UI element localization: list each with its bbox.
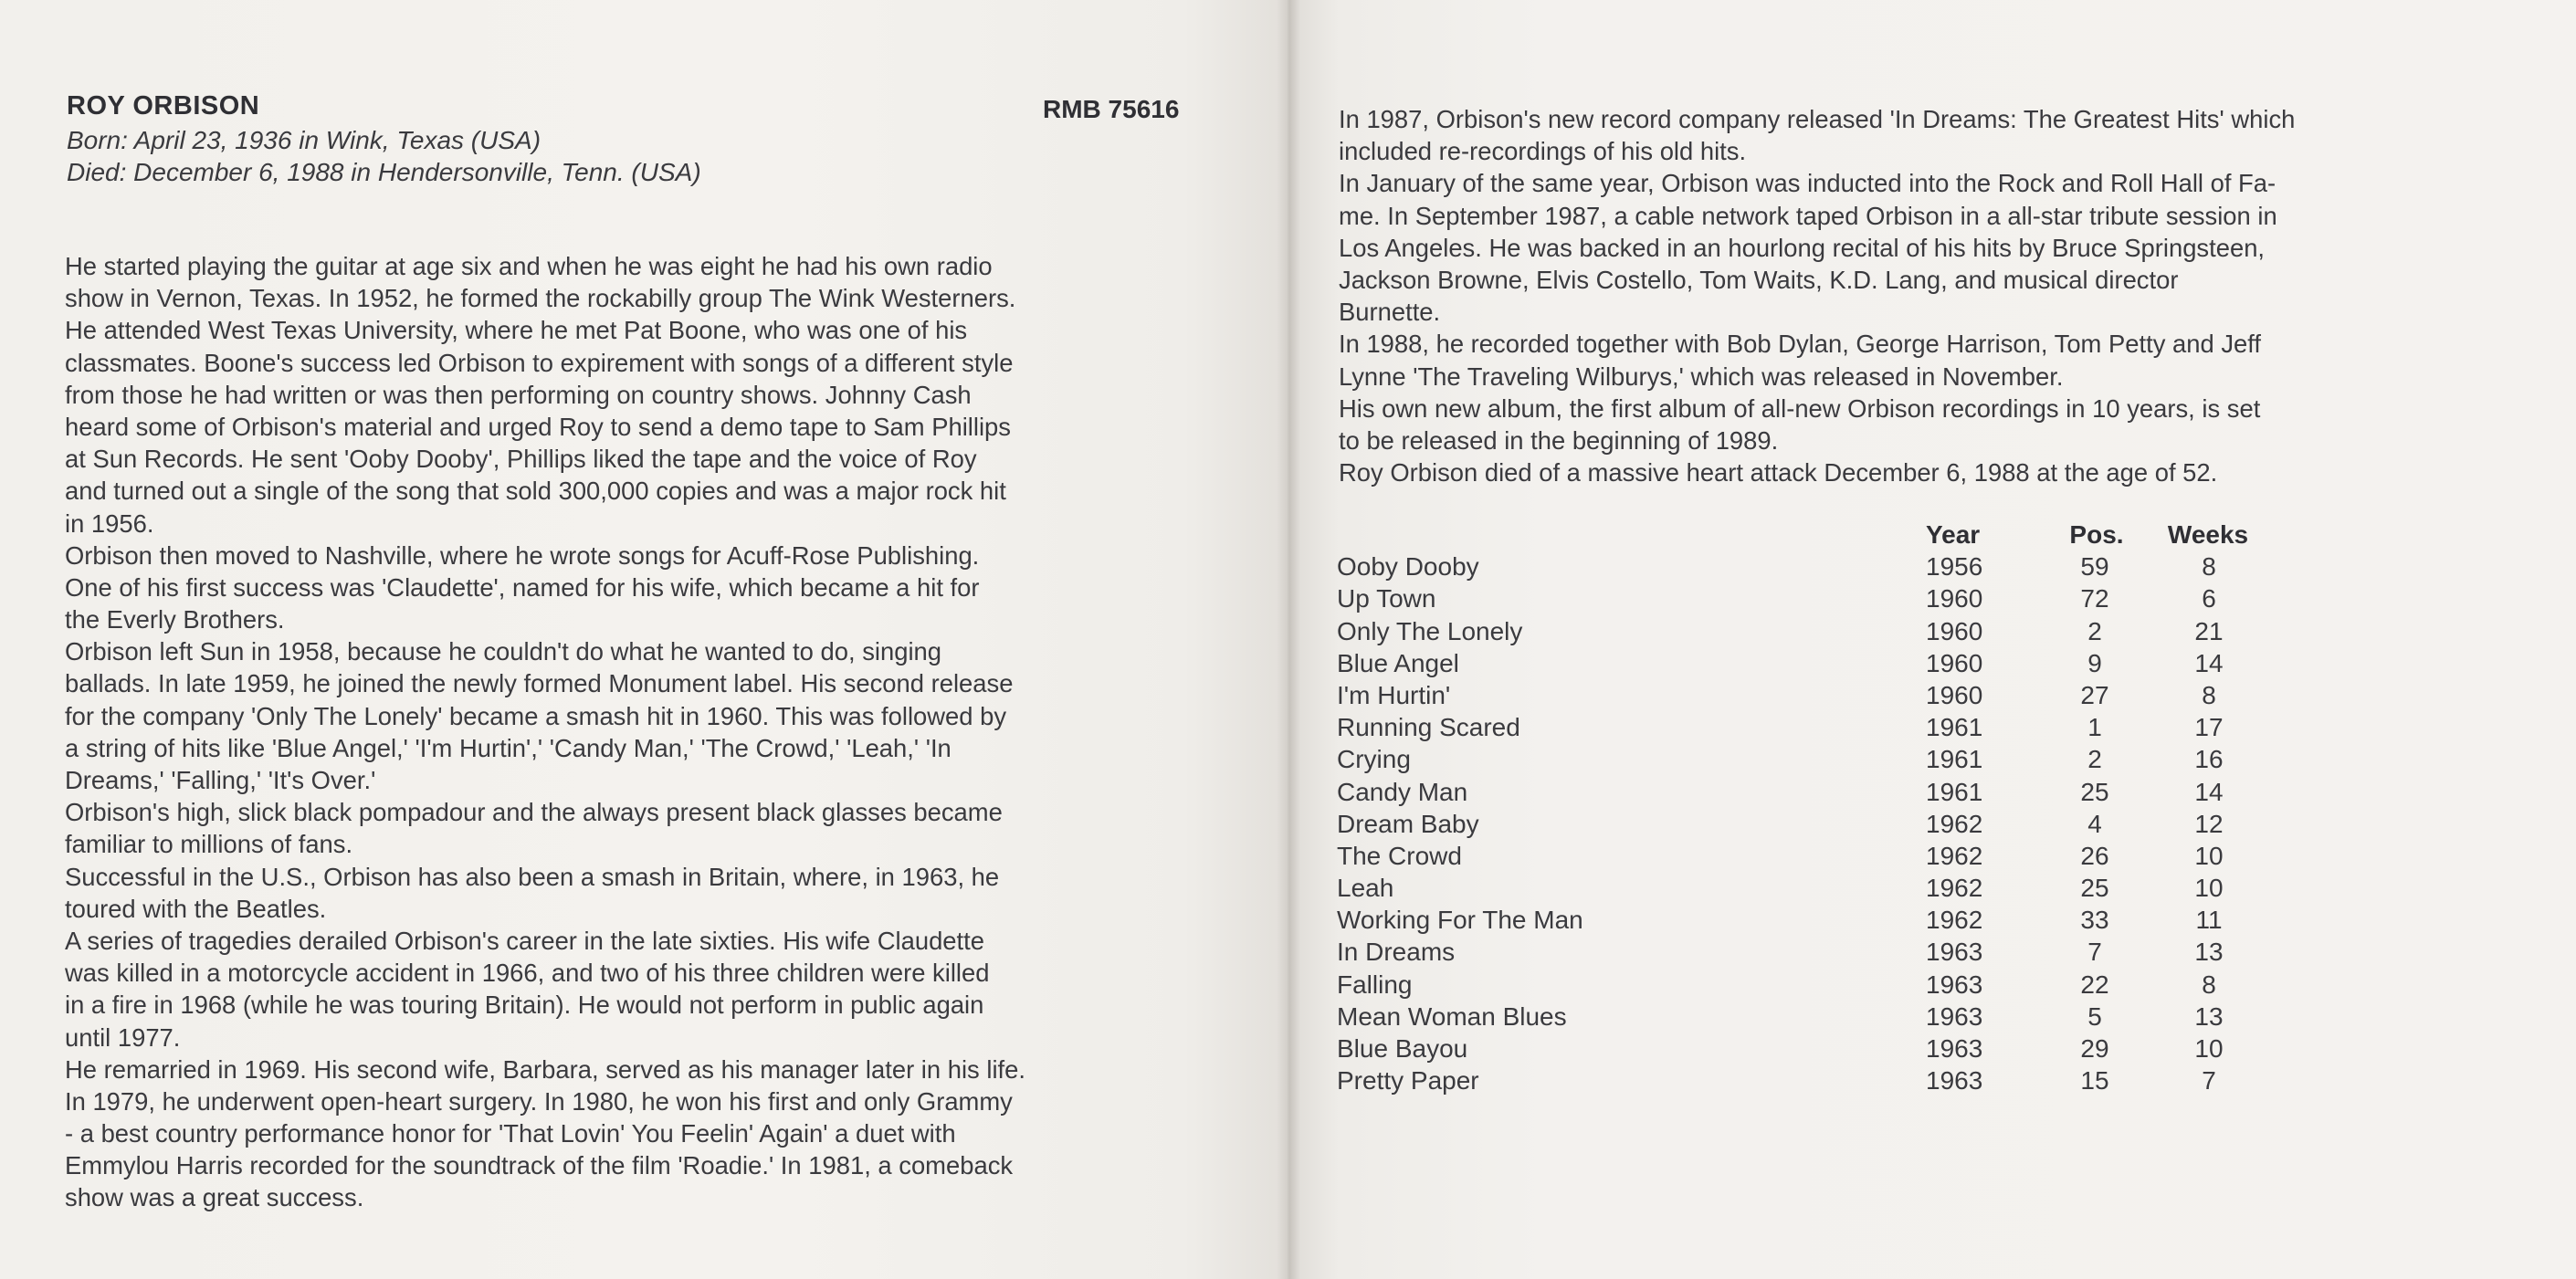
text-line: Dreams,' 'Falling,' 'It's Over.' — [65, 766, 376, 794]
weeks-on-chart: 10 — [2194, 874, 2224, 903]
text-line: and turned out a single of the song that sold 300,000 copies and was a major rock hit — [65, 477, 1006, 506]
chart-position: 25 — [2080, 874, 2109, 903]
song-title: Crying — [1337, 745, 1411, 774]
weeks-on-chart: 16 — [2194, 745, 2224, 774]
text-line: heard some of Orbison's material and urged Roy to send a demo tape to Sam Phillips — [65, 412, 1011, 441]
song-year: 1963 — [1926, 1001, 1983, 1031]
weeks-on-chart: 12 — [2194, 809, 2224, 838]
chart-position: 9 — [2087, 648, 2102, 677]
text-line: Orbison then moved to Nashville, where he wrote songs for Acuff-Rose Publishing. — [65, 540, 980, 570]
weeks-on-chart: 10 — [2194, 1034, 2224, 1063]
text-line: He attended West Texas University, where he met Pat Boone, who was one of his — [65, 316, 968, 345]
song-year: 1962 — [1926, 809, 1983, 838]
song-year: 1956 — [1926, 552, 1983, 582]
book-gutter — [1277, 0, 1300, 1279]
text-line: Lynne 'The Traveling Wilburys,' which was released in November. — [1339, 362, 2064, 391]
song-title: Leah — [1337, 874, 1394, 903]
weeks-on-chart: 13 — [2194, 938, 2224, 967]
text-line: toured with the Beatles. — [65, 894, 327, 923]
header-pos: Pos. — [2069, 520, 2124, 549]
weeks-on-chart: 7 — [2202, 1066, 2216, 1096]
text-line: Orbison left Sun in 1958, because he couldn't do what he wanted to do, singing — [65, 637, 941, 666]
song-year: 1962 — [1926, 841, 1983, 870]
chart-position: 33 — [2080, 906, 2109, 935]
text-line: a string of hits like 'Blue Angel,' 'I'm Hurtin',' 'Candy Man,' 'The Crowd,' 'Leah,' 'In — [65, 733, 952, 762]
text-line: included re-recordings of his old hits. — [1339, 137, 1747, 166]
artist-name: ROY ORBISON — [67, 91, 260, 121]
header-weeks: Weeks — [2167, 520, 2249, 549]
song-year: 1963 — [1926, 970, 1983, 999]
text-line: Roy Orbison died of a massive heart attack December 6, 1988 at the age of 52. — [1339, 458, 2218, 487]
text-line: In January of the same year, Orbison was inducted into the Rock and Roll Hall of Fa- — [1339, 169, 2276, 198]
text-line: show in Vernon, Texas. In 1952, he formed the rockabilly group The Wink Westerners. — [65, 284, 1016, 313]
catalog-number: RMB 75616 — [1043, 95, 1180, 123]
text-line: me. In September 1987, a cable network taped Orbison in a all-star tribute session in — [1339, 201, 2277, 230]
chart-position: 2 — [2087, 745, 2102, 774]
song-year: 1963 — [1926, 938, 1983, 967]
text-line: show was a great success. — [65, 1183, 364, 1212]
biography-text-right — [1339, 103, 2295, 488]
text-line: in a fire in 1968 (while he was touring Britain). He would not perform in public again — [65, 991, 984, 1020]
birth-line: Born: April 23, 1936 in Wink, Texas (USA) — [67, 126, 541, 154]
song-title: Only The Lonely — [1337, 616, 1523, 645]
text-line: from those he had written or was then performing on country shows. Johnny Cash — [65, 380, 972, 409]
song-title: Blue Angel — [1337, 648, 1459, 677]
song-year: 1960 — [1926, 584, 1983, 613]
song-year: 1962 — [1926, 906, 1983, 935]
song-title: The Crowd — [1337, 841, 1462, 870]
text-line: familiar to millions of fans. — [65, 830, 353, 859]
song-year: 1960 — [1926, 680, 1983, 709]
chart-position: 72 — [2080, 584, 2109, 613]
chart-position: 5 — [2087, 1001, 2102, 1031]
text-line: He started playing the guitar at age six and when he was eight he had his own radio — [65, 252, 993, 280]
chart-position: 2 — [2087, 616, 2102, 645]
header-year: Year — [1926, 520, 1981, 549]
text-line: - a best country performance honor for 'That Lovin' You Feelin' Again' a duet with — [65, 1119, 956, 1148]
chart-position: 25 — [2080, 777, 2109, 806]
life-dates — [67, 124, 701, 188]
song-title: I'm Hurtin' — [1337, 680, 1451, 709]
text-line: ballads. In late 1959, he joined the newly formed Monument label. His second release — [65, 669, 1014, 698]
song-year: 1961 — [1926, 745, 1983, 774]
song-title: Blue Bayou — [1337, 1034, 1468, 1063]
weeks-on-chart: 13 — [2194, 1001, 2224, 1031]
text-line: Los Angeles. He was backed in an hourlong recital of his hits by Bruce Springsteen, — [1339, 233, 2266, 262]
text-line: His own new album, the first album of all-new Orbison recordings in 10 years, is set — [1339, 393, 2261, 423]
chart-position: 15 — [2080, 1066, 2109, 1096]
song-title: Up Town — [1337, 584, 1436, 613]
song-year: 1963 — [1926, 1066, 1983, 1096]
song-title: Dream Baby — [1337, 809, 1479, 838]
death-line: Died: December 6, 1988 in Hendersonville, Tenn. (USA) — [67, 158, 701, 186]
text-line: until 1977. — [65, 1022, 181, 1052]
song-title: Pretty Paper — [1337, 1066, 1479, 1096]
text-line: Jackson Browne, Elvis Costello, Tom Waits, K.D. Lang, and musical director — [1339, 265, 2179, 294]
biography-text-left — [65, 250, 1025, 1214]
text-line: In 1988, he recorded together with Bob Dylan, George Harrison, Tom Petty and Jeff — [1339, 330, 2261, 359]
chart-position: 29 — [2080, 1034, 2109, 1063]
weeks-on-chart: 17 — [2194, 713, 2224, 742]
text-line: In 1979, he underwent open-heart surgery. In 1980, he won his first and only Grammy — [65, 1086, 1013, 1116]
text-line: A series of tragedies derailed Orbison's career in the late sixties. His wife Claudette — [65, 926, 984, 955]
song-year: 1960 — [1926, 616, 1983, 645]
text-line: Burnette. — [1339, 298, 1441, 327]
text-line: classmates. Boone's success led Orbison to expirement with songs of a different style — [65, 348, 1014, 377]
song-title: Running Scared — [1337, 713, 1520, 742]
text-line: Orbison's high, slick black pompadour and the always present black glasses became — [65, 798, 1003, 827]
text-line: at Sun Records. He sent 'Ooby Dooby', Phillips liked the tape and the voice of Roy — [65, 445, 977, 474]
chart-position: 7 — [2087, 938, 2102, 967]
song-title: Ooby Dooby — [1337, 552, 1479, 582]
chart-position: 27 — [2080, 680, 2109, 709]
text-line: One of his first success was 'Claudette', named for his wife, which became a hit for — [65, 572, 980, 602]
song-title: In Dreams — [1337, 938, 1456, 967]
text-line: Emmylou Harris recorded for the soundtrack of the film 'Roadie.' In 1981, a comeback — [65, 1151, 1014, 1180]
song-title: Falling — [1337, 970, 1413, 999]
song-year: 1961 — [1926, 777, 1983, 806]
song-title: Mean Woman Blues — [1337, 1001, 1567, 1031]
chart-position: 22 — [2080, 970, 2109, 999]
song-year: 1960 — [1926, 648, 1983, 677]
weeks-on-chart: 21 — [2194, 616, 2224, 645]
weeks-on-chart: 14 — [2194, 648, 2224, 677]
right-page — [1288, 0, 2576, 1279]
weeks-on-chart: 14 — [2194, 777, 2224, 806]
weeks-on-chart: 8 — [2202, 970, 2216, 999]
text-line: Successful in the U.S., Orbison has also been a smash in Britain, where, in 1963, he — [65, 862, 1000, 891]
text-line: for the company 'Only The Lonely' became a smash hit in 1960. This was followed by — [65, 701, 1007, 730]
text-line: He remarried in 1969. His second wife, Barbara, served as his manager later in his life. — [65, 1054, 1025, 1084]
song-year: 1961 — [1926, 713, 1983, 742]
weeks-on-chart: 6 — [2202, 584, 2216, 613]
song-year: 1963 — [1926, 1034, 1983, 1063]
text-line: was killed in a motorcycle accident in 1966, and two of his three children were killed — [65, 959, 990, 988]
chart-position: 26 — [2080, 841, 2109, 870]
chart-position: 4 — [2087, 809, 2102, 838]
song-title: Candy Man — [1337, 777, 1468, 806]
weeks-on-chart: 8 — [2202, 680, 2216, 709]
text-line: in 1956. — [65, 508, 154, 538]
text-line: to be released in the beginning of 1989. — [1339, 425, 1779, 455]
weeks-on-chart: 11 — [2195, 906, 2223, 935]
song-title: Working For The Man — [1337, 906, 1583, 935]
text-line: the Everly Brothers. — [65, 605, 285, 634]
weeks-on-chart: 8 — [2202, 552, 2216, 582]
text-line: In 1987, Orbison's new record company released 'In Dreams: The Greatest Hits' which — [1339, 105, 2296, 133]
weeks-on-chart: 10 — [2194, 841, 2224, 870]
chart-position: 1 — [2087, 713, 2102, 742]
chart-position: 59 — [2080, 552, 2109, 582]
song-year: 1962 — [1926, 874, 1983, 903]
